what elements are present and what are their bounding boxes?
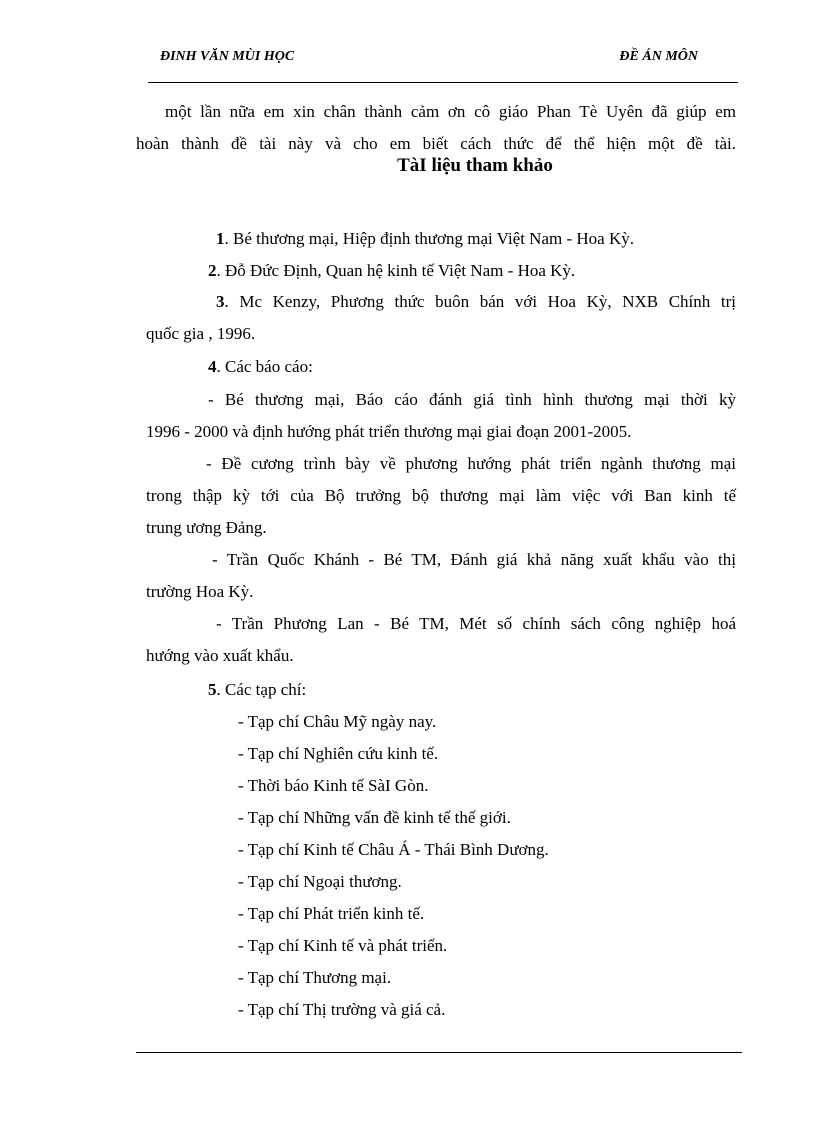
reference-number: 4 — [208, 357, 217, 376]
report-4-line-2: hướng vào xuất khẩu. — [146, 646, 294, 665]
report-2-line-2: trong thập kỳ tới của Bộ trưởng bộ thương mại làm việc với Ban kinh tế — [146, 486, 736, 505]
report-2-line-1: - Đề cương trình bày về phương hướng phát triển ngành thương mại — [206, 454, 736, 473]
page-header — [148, 48, 738, 83]
journal-item: - Thời báo Kinh tế SàI Gòn. — [238, 776, 429, 795]
journal-item: - Tạp chí Nghiên cứu kinh tế. — [238, 744, 439, 763]
journal-item: - Tạp chí Thương mại. — [238, 968, 392, 987]
reference-1 — [216, 229, 634, 249]
journal-item: - Tạp chí Thị trường và giá cả. — [238, 1000, 446, 1019]
reference-text: . Các tạp chí: — [216, 680, 307, 699]
reference-text: . Bé thương mại, Hiệp định thương mại Việt Nam - Hoa Kỳ. — [224, 229, 634, 248]
journal-item: - Tạp chí Kinh tế và phát triển. — [238, 936, 448, 955]
reference-text: . Các báo cáo: — [216, 357, 313, 376]
journal-item: - Tạp chí Những vấn đề kinh tế thế giới. — [238, 808, 511, 827]
reference-text: . Mc Kenzy, Phương thức buôn bán với Hoa Kỳ, NXB Chính trị — [224, 292, 736, 311]
report-4-line-1: - Trần Phương Lan - Bé TM, Mét số chính sách công nghiệp hoá — [216, 614, 736, 633]
header-author: ĐINH VĂN MÙI HỌC — [160, 49, 295, 64]
report-1-line-1: - Bé thương mại, Báo cáo đánh giá tình hình thương mại thời kỳ — [208, 390, 736, 409]
reference-3-line-2: quốc gia , 1996. — [146, 324, 256, 343]
closing-paragraph — [136, 96, 736, 160]
reference-text: . Đỗ Đức Định, Quan hệ kinh tế Việt Nam - Hoa Kỳ. — [216, 261, 576, 280]
report-3-line-1: - Trần Quốc Khánh - Bé TM, Đánh giá khả năng xuất khẩu vào thị — [212, 550, 736, 569]
closing-line-1: một lần nữa em xin chân thành cảm ơn cô giáo Phan Tè Uyên đã giúp em — [165, 102, 736, 121]
reference-number: 5 — [208, 680, 217, 699]
reference-3-line-1 — [216, 292, 736, 312]
report-2-line-3: trung ương Đảng. — [146, 518, 267, 537]
journal-item: - Tạp chí Châu Mỹ ngày nay. — [238, 712, 437, 731]
reference-number: 1 — [216, 229, 225, 248]
report-3-line-2: trường Hoa Kỳ. — [146, 582, 254, 601]
references-title: TàI liệu tham khảo — [397, 155, 553, 176]
header-course: ĐỀ ÁN MÔN — [619, 49, 698, 64]
journal-item: - Tạp chí Kinh tế Châu Á - Thái Bình Dương. — [238, 840, 549, 859]
footer-rule — [136, 1052, 742, 1053]
reference-number: 2 — [208, 261, 217, 280]
journal-item: - Tạp chí Phát triển kinh tế. — [238, 904, 425, 923]
closing-line-2: hoàn thành đề tài này và cho em biết cách thức để thể hiện một đề tài. — [136, 134, 736, 153]
reference-2 — [208, 261, 575, 281]
reference-5 — [208, 680, 306, 700]
journal-item: - Tạp chí Ngoại thương. — [238, 872, 402, 891]
report-1-line-2: 1996 - 2000 và định hướng phát triển thương mại giai đoạn 2001-2005. — [146, 422, 632, 441]
reference-4 — [208, 357, 313, 377]
reference-number: 3 — [216, 292, 225, 311]
